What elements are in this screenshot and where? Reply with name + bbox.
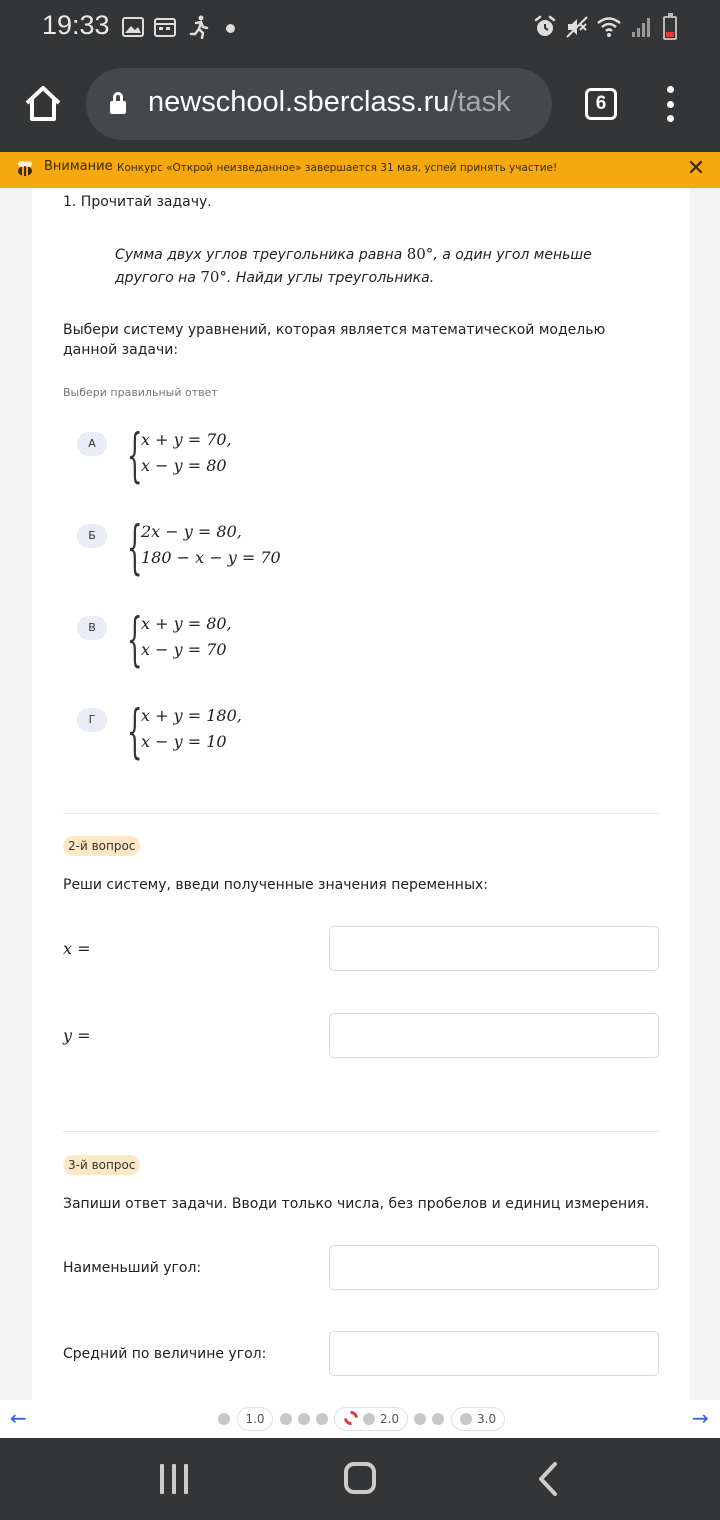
option-letter: В [77,616,107,640]
calendar-icon [152,14,178,40]
back-icon[interactable] [538,1462,558,1496]
notice-banner [0,152,720,188]
problem-statement: Сумма двух углов треугольника равна 80°, а один угол меньше другого на 70°. Найди углы треугольника. [115,245,592,286]
option-g[interactable] [77,697,637,768]
option-v[interactable] [77,605,637,676]
equation: x + y = 80, [141,614,232,633]
page-chip-2[interactable]: 2.0 [334,1407,408,1431]
option-a[interactable] [77,421,637,492]
equation: x − y = 10 [141,732,227,751]
url-text[interactable]: newschool.sberclass.ru/task [148,86,511,118]
close-icon[interactable]: ✕ [686,156,706,181]
wifi-icon [596,14,622,40]
divider [63,1131,659,1132]
smallest-angle-input[interactable] [329,1245,659,1290]
home-nav-icon[interactable] [344,1462,376,1494]
lock-icon [110,92,126,114]
middle-angle-input[interactable] [329,1331,659,1376]
recent-apps-icon[interactable] [160,1464,188,1494]
x-label: x = [63,939,91,958]
page-chip-1[interactable]: 1.0 [237,1407,273,1431]
question-1-title: 1. Прочитай задачу. [63,194,212,210]
smallest-angle-label: Наименьший угол: [63,1260,202,1276]
divider [63,813,659,814]
tab-switcher-button[interactable]: 6 [585,88,617,120]
x-input[interactable] [329,926,659,971]
mute-icon [564,14,590,40]
system-navigation-bar [0,1438,720,1520]
next-arrow-icon[interactable]: → [692,1406,709,1430]
activity-icon [186,14,212,40]
question-1-instruction: Выбери систему уравнений, которая является математической моделью данной задачи: [63,322,606,358]
page-chip-3[interactable]: 3.0 [451,1407,505,1431]
brace: { [127,421,143,489]
y-label: y = [63,1026,91,1045]
equation: x − y = 80 [141,456,227,475]
equation: x + y = 180, [141,706,242,725]
page-dot[interactable] [316,1413,328,1425]
signal-icon [628,14,654,40]
notification-dot-icon [226,24,235,33]
page-dot[interactable] [432,1413,444,1425]
page-dot[interactable] [414,1413,426,1425]
gallery-icon [120,14,146,40]
brace: { [127,513,143,581]
option-letter: Б [77,524,107,548]
bee-icon [14,159,36,184]
question-3-badge: 3-й вопрос [63,1155,140,1175]
status-bar [0,0,720,56]
status-time: 19:33 [42,10,110,40]
question-2-text: Реши систему, введи полученные значения переменных: [63,877,489,893]
notice-text: Конкурс «Открой неизведанное» завершается 31 мая, успей принять участие! [117,162,558,174]
middle-angle-label: Средний по величине угол: [63,1346,267,1362]
y-input[interactable] [329,1013,659,1058]
question-2-badge: 2-й вопрос [63,836,140,856]
home-icon[interactable] [22,83,64,125]
question-3-text: Запиши ответ задачи. Вводи только числа, без пробелов и единиц измерения. [63,1196,650,1212]
more-menu-icon[interactable] [660,86,680,122]
option-letter: Г [77,708,107,732]
brace: { [127,697,143,765]
equation: 180 − x − y = 70 [141,548,281,567]
equation: 2x − y = 80, [141,522,242,541]
battery-icon [663,16,677,40]
page-dot[interactable] [280,1413,292,1425]
option-b[interactable] [77,513,637,584]
equation: x − y = 70 [141,640,227,659]
browser-toolbar [0,56,720,152]
task-card [32,188,690,1400]
page-dot[interactable] [298,1413,310,1425]
equation: x + y = 70, [141,430,232,449]
brace: { [127,605,143,673]
answer-hint: Выбери правильный ответ [63,386,218,399]
question-pagination [0,1400,720,1438]
alarm-icon [532,14,558,40]
notice-title: Внимание [44,159,113,174]
option-letter: А [77,432,107,456]
address-bar[interactable] [86,68,552,140]
page-dot[interactable] [218,1413,230,1425]
prev-arrow-icon[interactable]: ← [10,1406,27,1430]
